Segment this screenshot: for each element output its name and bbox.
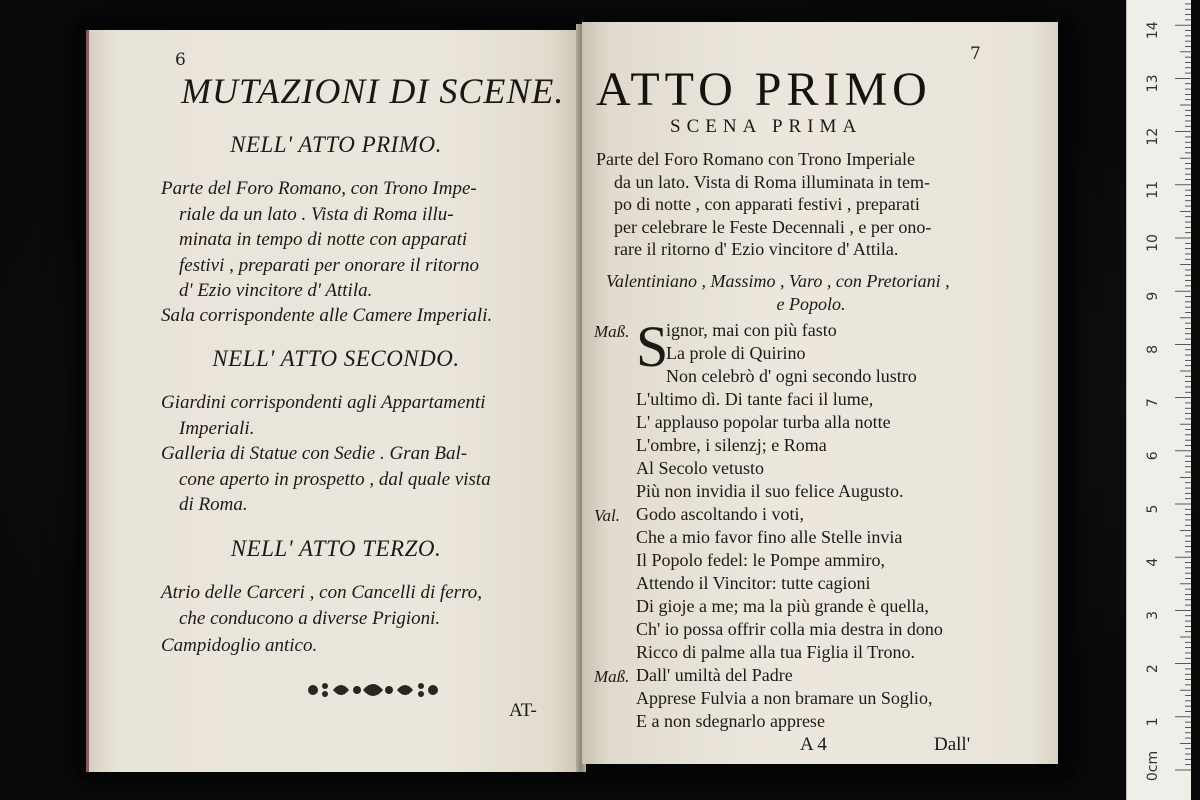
left-catchword: AT- xyxy=(509,700,537,721)
act-1-scene-1: Parte del Foro Romano, con Trono Impe- riale da un lato . Vista di Roma illu- minata in tempo di notte con apparati festivi , preparati per onorare il ritorno d' Ezio vincitore d' Attila. xyxy=(161,178,479,301)
verse-line: Che a mio favor fino alle Stelle invia xyxy=(636,527,903,547)
ruler-number: 4 xyxy=(1145,557,1161,567)
scene-title: SCENA PRIMA xyxy=(670,116,863,137)
verse-line: Apprese Fulvia a non bramare un Soglio, xyxy=(636,688,933,708)
verse-line: La prole di Quirino xyxy=(666,343,806,363)
verse-line: Più non invidia il suo felice Augusto. xyxy=(636,481,904,501)
signature-mark: A 4 xyxy=(800,734,827,755)
ruler-number: 3 xyxy=(1145,610,1161,620)
verse-line: Di gioje a me; ma la più grande è quella, xyxy=(636,596,929,616)
left-page-title: MUTAZIONI DI SCENE. xyxy=(181,71,565,111)
right-page xyxy=(582,22,1058,764)
ruler-number: 6 xyxy=(1145,451,1161,461)
verse-line: Dall' umiltà del Padre xyxy=(636,665,793,685)
ruler-number: 5 xyxy=(1145,504,1161,514)
verse-line: Ch' io possa offrir colla mia destra in dono xyxy=(636,619,943,639)
verse-line: Attendo il Vincitor: tutte cagioni xyxy=(636,573,871,593)
measurement-ruler xyxy=(1126,0,1191,800)
act-3-scene-1: Atrio delle Carceri , con Cancelli di ferro, che conducono a diverse Prigioni. xyxy=(161,582,483,629)
ornament-flourish xyxy=(303,676,443,704)
left-page-number: 6 xyxy=(175,50,186,70)
ruler-number: 7 xyxy=(1145,398,1161,408)
act-heading-1: NELL' ATTO PRIMO. xyxy=(230,132,442,157)
left-page xyxy=(86,30,583,772)
ruler-number: 1 xyxy=(1145,717,1161,727)
verse-line: Ricco di palme alla tua Figlia il Trono. xyxy=(636,642,915,662)
ruler-number: 2 xyxy=(1145,664,1161,674)
ruler-scale xyxy=(1127,0,1191,800)
character-list: Valentiniano , Massimo , Varo , con Pretoriani , e Popolo. xyxy=(606,271,950,314)
speaker-label: Val. xyxy=(594,506,620,525)
verse-line: Il Popolo fedel: le Pompe ammiro, xyxy=(636,550,885,570)
verse-line: L'ultimo dì. Di tante faci il lume, xyxy=(636,389,874,409)
act-2-scene-2: Galleria di Statue con Sedie . Gran Bal- cone aperto in prospetto , dal quale vista di Roma. xyxy=(161,443,491,515)
verse-line: E a non sdegnarlo apprese xyxy=(636,711,825,731)
ruler-unit-label: 0cm xyxy=(1145,750,1161,782)
ruler-number: 11 xyxy=(1145,180,1161,199)
act-title: ATTO PRIMO xyxy=(596,63,932,116)
ruler-number: 9 xyxy=(1145,291,1161,301)
verse-line: L' applauso popolar turba alla notte xyxy=(636,412,891,432)
right-catchword: Dall' xyxy=(934,734,971,755)
right-page-number: 7 xyxy=(970,44,981,64)
ruler-number: 14 xyxy=(1145,21,1161,40)
ruler-number: 12 xyxy=(1145,127,1161,146)
act-3-scene-2: Campidoglio antico. xyxy=(161,635,318,656)
verse-line: Godo ascoltando i voti, xyxy=(636,504,804,524)
ruler-number: 13 xyxy=(1145,74,1161,93)
scene-description: Parte del Foro Romano con Trono Imperiale da un lato. Vista di Roma illuminata in tem- po di notte , con apparati festivi , preparati per celebrare le Feste Decennali , e per ono- rare il ritorno d' Ezio vincitore d' Attila. xyxy=(596,149,932,259)
verse-line: Al Secolo vetusto xyxy=(636,458,764,478)
speaker-label: Maß. xyxy=(594,322,630,341)
act-1-scene-2: Sala corrispondente alle Camere Imperiali. xyxy=(161,305,493,326)
verse-line: L'ombre, i silenzj; e Roma xyxy=(636,435,827,455)
verse-line: Non celebrò d' ogni secondo lustro xyxy=(666,366,917,386)
ruler-number: 8 xyxy=(1145,344,1161,354)
act-heading-3: NELL' ATTO TERZO. xyxy=(230,536,442,561)
act-2-scene-1: Giardini corrispondenti agli Appartamenti Imperiali. xyxy=(161,392,486,439)
act-heading-2: NELL' ATTO SECONDO. xyxy=(212,346,460,371)
drop-cap: S xyxy=(636,314,669,379)
verse-line: ignor, mai con più fasto xyxy=(666,320,837,340)
speaker-label: Maß. xyxy=(594,667,630,686)
ruler-number: 10 xyxy=(1145,234,1161,252)
